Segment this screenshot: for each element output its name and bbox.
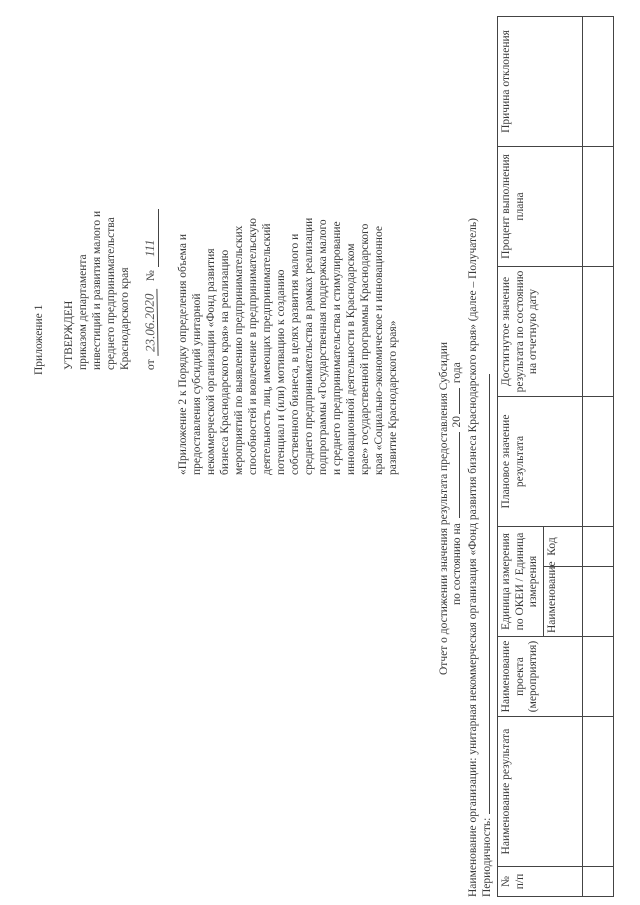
- approved-line: инвестиций и развития малого и: [91, 210, 103, 370]
- year-suffix: года: [451, 362, 463, 384]
- annex-line: «Приложение 2 к Порядку определения объема и: [177, 233, 189, 475]
- annex-line: деятельность лиц, имеющих предпринимательский: [261, 223, 273, 475]
- header-planned: Плановое значение результата: [498, 397, 583, 527]
- year-blank: [459, 388, 460, 414]
- approved-stamp: УТВЕРЖДЕН: [63, 300, 75, 370]
- header-achieved: Достигнутое значение результата по состоянию на отчетную дату: [498, 267, 583, 397]
- annex-line: развитие Краснодарского края»: [387, 320, 399, 475]
- date-blank: [459, 432, 460, 518]
- annex-description: [176, 115, 400, 475]
- annex-line: края «Социально-экономическое и инновационное: [373, 226, 385, 475]
- annex-line: крае» государственной программы Краснодарского: [359, 223, 371, 475]
- report-date-line: [450, 362, 464, 605]
- approved-line: среднего предпринимательства: [105, 217, 117, 370]
- order-date-handwritten: 23.06.2020: [142, 290, 158, 357]
- as-of-prefix: по состоянию на: [451, 523, 463, 605]
- periodicity-blank: [489, 374, 490, 814]
- header-unit-name: Наименование: [543, 567, 582, 637]
- year-prefix: 20: [451, 415, 463, 428]
- header-unit: Единица измерения по ОКЕИ / Единица измерения: [498, 527, 544, 637]
- annex-line: мероприятий по выявлению предпринимательских: [233, 225, 245, 475]
- number-label: №: [145, 270, 157, 282]
- table-cell: [582, 397, 613, 527]
- periodicity-label: Периодичность:: [481, 817, 493, 897]
- annex-line: способностей и вовлечение в предпринимательскую: [247, 218, 259, 475]
- organization-name: Наименование организации: унитарная некоммерческая организация «Фонд развития бизнеса Краснодарского края» (далее – Получатель): [467, 218, 479, 897]
- annex-line: предоставления субсидий унитарной: [191, 293, 203, 475]
- report-title: Отчет о достижении значения результата предоставления Субсидии: [438, 341, 450, 675]
- annex-line: среднего предпринимательства в рамках реализации: [303, 217, 315, 475]
- header-unit-code: Код: [543, 527, 582, 567]
- annex-line: и среднего предпринимательства и стимулирование: [331, 221, 343, 475]
- table-cell: [582, 567, 613, 637]
- date-prefix: от: [145, 359, 157, 370]
- table-cell: [582, 637, 613, 717]
- annex-line: собственного бизнеса, в целях развития малого и: [289, 233, 301, 475]
- approved-line: Краснодарского края: [119, 267, 131, 370]
- header-no: № п/п: [498, 867, 583, 897]
- result-table: [497, 16, 614, 897]
- annex-line: потенциал и (или) мотивацию к созданию: [275, 269, 287, 475]
- table-cell: [582, 867, 613, 897]
- table-cell: [582, 527, 613, 567]
- table-cell: [582, 17, 613, 147]
- annex-line: некоммерческой организации «Фонд развития: [205, 248, 217, 475]
- periodicity-row: [480, 374, 494, 897]
- header-percent: Процент выполнения плана: [498, 147, 583, 267]
- header-reason: Причина отклонения: [498, 17, 583, 147]
- table-cell: [582, 147, 613, 267]
- header-project-name: Наименование проекта (мероприятия): [498, 637, 583, 717]
- order-date-row: [143, 209, 159, 370]
- annex-line: инновационной деятельности в Краснодарском: [345, 243, 357, 475]
- table-cell: [582, 717, 613, 867]
- annex-line: бизнеса Краснодарского края» на реализацию: [219, 249, 231, 475]
- table-cell: [582, 267, 613, 397]
- annex-line: подпрограммы «Государственная поддержка малого: [317, 219, 329, 475]
- approved-line: приказом департамента: [77, 254, 89, 370]
- appendix-label: Приложение 1: [33, 304, 45, 375]
- header-result-name: Наименование результата: [498, 717, 583, 867]
- order-number-handwritten: 111: [141, 239, 158, 258]
